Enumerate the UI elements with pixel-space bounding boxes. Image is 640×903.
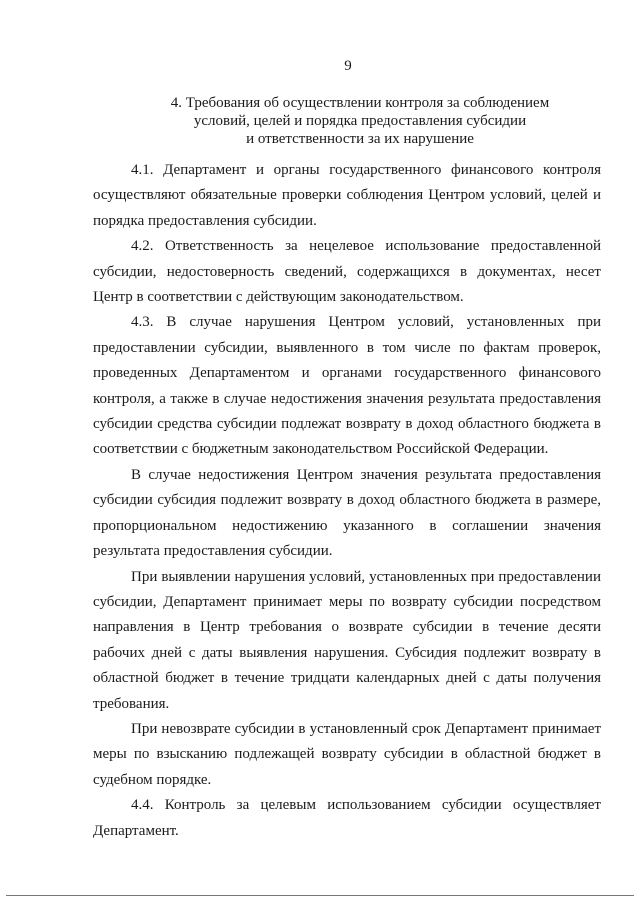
scan-edge-line xyxy=(6,895,634,896)
section-heading-line-1: 4. Требования об осуществлении контроля за соблюдением xyxy=(170,95,550,111)
section-heading-line-2: условий, целей и порядка предоставления субсидии xyxy=(193,113,527,129)
section-body xyxy=(93,158,601,844)
paragraph-4-4: 4.4. Контроль за целевым использованием субсидии осуществляет Департамент. xyxy=(93,797,601,839)
paragraph-4-3: 4.3. В случае нарушения Центром условий, установленных при предоставлении субсидии, выявленного в том числе по фактам проверок, проведенных Департаментом и органами государственного финансового контроля, а также в случае недостижения значения результата предоставления субсидии средства субсидии подлежат возврату в доход областного бюджета в соответствии с бюджетным законодательством Российской Федерации. xyxy=(93,314,601,458)
paragraph-4-2: 4.2. Ответственность за нецелевое использование предоставленной субсидии, недостоверность сведений, содержащихся в документах, несет Центр в соответствии с действующим законодательством. xyxy=(93,238,601,306)
section-heading-line-3: и ответственности за их нарушение xyxy=(246,131,474,147)
paragraph-4-3-b: В случае недостижения Центром значения результата предоставления субсидии субсидия подлежит возврату в доход областного бюджета в размере, пропорциональном недостижению указанного в соглашении значения результата предоставления субсидии. xyxy=(93,466,601,560)
paragraph-4-3-d: При невозврате субсидии в установленный срок Департамент принимает меры по взысканию подлежащей возврату субсидии в областной бюджет в судебном порядке. xyxy=(93,720,601,788)
paragraph-4-3-c: При выявлении нарушения условий, установленных при предоставлении субсидии, Департамент принимает меры по возврату субсидии посредством направления в Центр требования о возврате субсидии в течение десяти рабочих дней с даты выявления нарушения. Субсидия подлежит возврату в областной бюджет в течение тридцати календарных дней с даты получения требования. xyxy=(93,568,601,712)
paragraph-4-1: 4.1. Департамент и органы государственного финансового контроля осуществляют обязательные проверки соблюдения Центром условий, целей и порядка предоставления субсидии. xyxy=(93,162,601,229)
section-heading xyxy=(120,94,600,148)
page-number: 9 xyxy=(344,58,352,74)
